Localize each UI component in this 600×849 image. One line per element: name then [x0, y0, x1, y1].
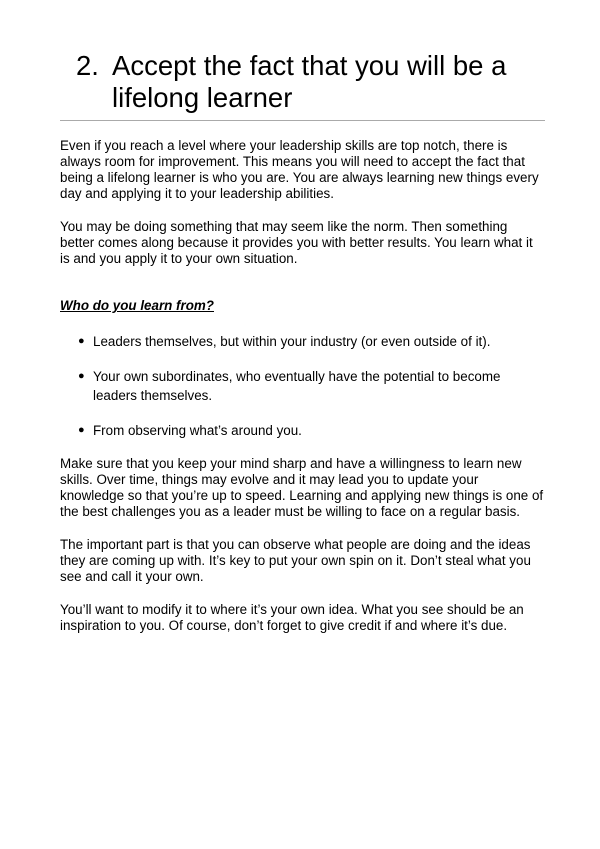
bullet-text: Your own subordinates, who eventually have the potential to become leaders themselves. [93, 369, 501, 403]
bullet-icon: ● [78, 424, 85, 436]
bullet-item [60, 367, 545, 405]
bullet-icon: ● [78, 370, 85, 382]
bullet-icon: ● [78, 335, 85, 347]
heading-number: 2. [76, 50, 99, 81]
bullet-list [60, 332, 545, 440]
body-paragraph: You may be doing something that may seem like the norm. Then something better comes along because it provides you with better results. You learn what it is and you apply it to your own situation. [60, 219, 533, 266]
bullet-item [60, 421, 545, 440]
body-paragraph: The important part is that you can observe what people are doing and the ideas they are coming up with. It’s key to put your own spin on it. Don’t steal what you see and call it your own. [60, 537, 531, 584]
document-page [60, 50, 545, 634]
body-paragraph: You’ll want to modify it to where it’s your own idea. What you see should be an inspiration to you. Of course, don’t forget to give credit if and where it’s due. [60, 602, 524, 633]
body-paragraph: Even if you reach a level where your leadership skills are top notch, there is always room for improvement. This means you will need to accept the fact that being a lifelong learner is who you are. You are always learning new things every day and applying it to your leadership abilities. [60, 138, 539, 201]
section-heading [60, 50, 545, 121]
body-paragraph: Make sure that you keep your mind sharp and have a willingness to learn new skills. Over time, things may evolve and it may lead you to update your knowledge so that you’re up to speed. Learning and applying new things is one of the best challenges you as a leader must be willing to face on a regular basis. [60, 456, 544, 519]
heading-title: Accept the fact that you will be a lifelong learner [112, 50, 507, 113]
subheading: Who do you learn from? [60, 298, 214, 313]
bullet-item [60, 332, 545, 351]
bullet-text: From observing what’s around you. [93, 423, 302, 438]
bullet-text: Leaders themselves, but within your industry (or even outside of it). [93, 334, 491, 349]
